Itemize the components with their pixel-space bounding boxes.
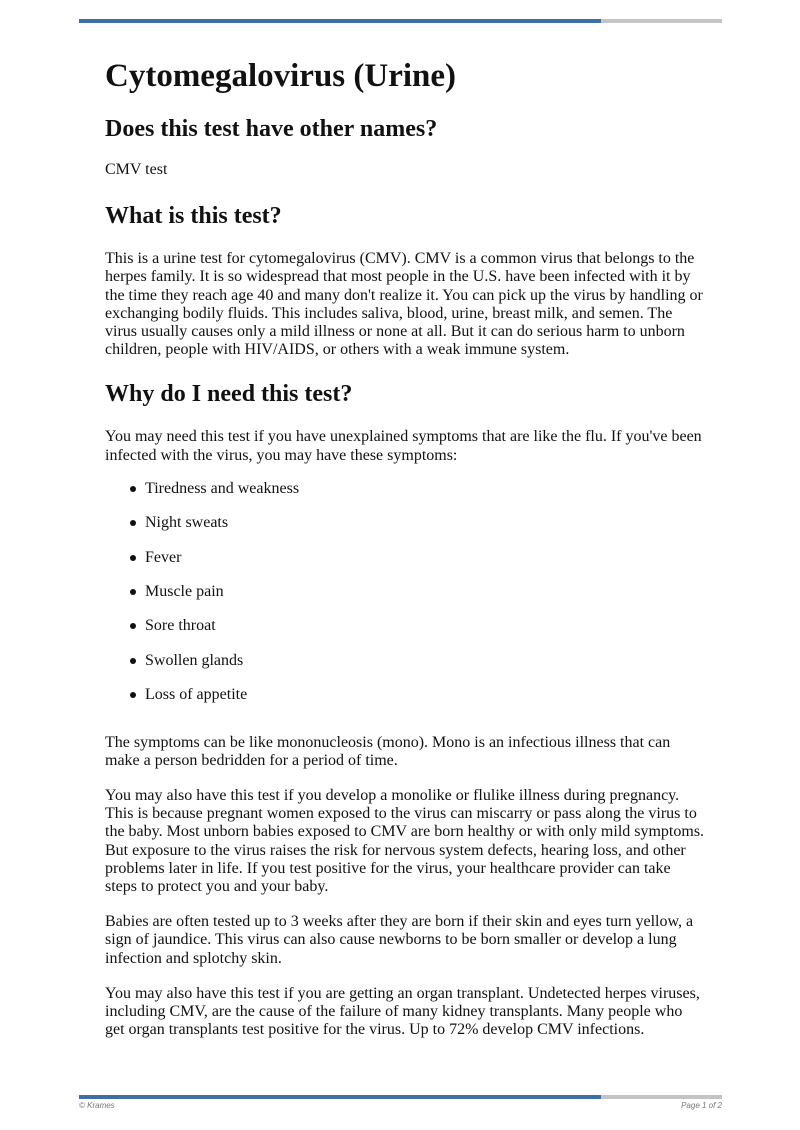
bullet-icon: [130, 555, 136, 561]
page-title: Cytomegalovirus (Urine): [105, 58, 457, 94]
footer-page-number: Page 1 of 2: [681, 1101, 722, 1110]
text-transplant: You may also have this test if you are getting an organ transplant. Undetected herpes viruses, including CMV, are the cause of the failure of many kidney transplants. Many people who get organ transplants test positive for the virus. Up to 72% develop CMV infections.: [105, 984, 700, 1039]
symptom-label: Sore throat: [145, 617, 216, 635]
bullet-icon: [130, 486, 136, 492]
symptom-label: Tiredness and weakness: [145, 479, 300, 497]
header-rule: [79, 19, 722, 23]
footer-rule-accent: [79, 1095, 601, 1099]
header-rule-track: [601, 19, 722, 23]
text-what-is-test: This is a urine test for cytomegalovirus (CMV). CMV is a common virus that belongs to the herpes family. It is so widespread that most people in the U.S. have been infected with it by the time they reach age 40 and many don't realize it. You can pick up the virus by handling or exchanging bodily fluids. This includes saliva, blood, urine, breast milk, and semen. The virus usually causes only a mild illness or none at all. But it can do serious harm to unborn children, people with HIV/AIDS, or others with a weak immune system.: [105, 250, 703, 359]
text-why-intro: You may need this test if you have unexplained symptoms that are like the flu. If you've been infected with the virus, you may have these symptoms:: [105, 428, 702, 464]
text-babies: Babies are often tested up to 3 weeks after they are born if their skin and eyes turn yellow, a sign of jaundice. This virus can also cause newborns to be born smaller or develop a lung infection and splotchy skin.: [105, 913, 694, 967]
list-item: [105, 617, 705, 651]
heading-what-is-test: What is this test?: [105, 203, 282, 230]
document-body: [105, 56, 705, 1039]
text-other-names: CMV test: [105, 161, 168, 178]
bullet-icon: [130, 520, 136, 526]
bullet-icon: [130, 589, 136, 595]
symptom-label: Loss of appetite: [145, 686, 248, 704]
symptom-label: Muscle pain: [145, 583, 224, 600]
heading-why-need-test: Why do I need this test?: [105, 381, 353, 408]
bullet-icon: [130, 623, 136, 629]
list-item: [105, 583, 705, 617]
list-item: [105, 549, 705, 583]
list-item: [105, 514, 705, 548]
symptom-list: [105, 480, 705, 721]
text-pregnancy: You may also have this test if you develop a monolike or flulike illness during pregnancy. This is because pregnant women exposed to the virus can miscarry or pass along the virus to the baby. Most unborn babies exposed to CMV are born healthy or with only mild symptoms. But exposure to the virus raises the risk for nervous system defects, hearing loss, and other problems later in life. If you test positive for the virus, your healthcare provider can take steps to protect you and your baby.: [105, 786, 705, 895]
bullet-icon: [130, 658, 136, 664]
header-rule-accent: [79, 19, 601, 23]
footer-rule-track: [601, 1095, 722, 1099]
symptom-label: Fever: [145, 548, 182, 566]
footer-copyright: © Krames: [79, 1101, 115, 1110]
symptom-label: Swollen glands: [145, 651, 244, 669]
text-mono: The symptoms can be like mononucleosis (mono). Mono is an infectious illness that can make a person bedridden for a period of time.: [105, 733, 671, 769]
heading-other-names: Does this test have other names?: [105, 116, 438, 142]
list-item: [105, 480, 705, 514]
footer-rule: [79, 1095, 722, 1099]
bullet-icon: [130, 692, 136, 698]
list-item: [105, 686, 705, 720]
symptom-label: Night sweats: [145, 514, 229, 532]
list-item: [105, 652, 705, 686]
